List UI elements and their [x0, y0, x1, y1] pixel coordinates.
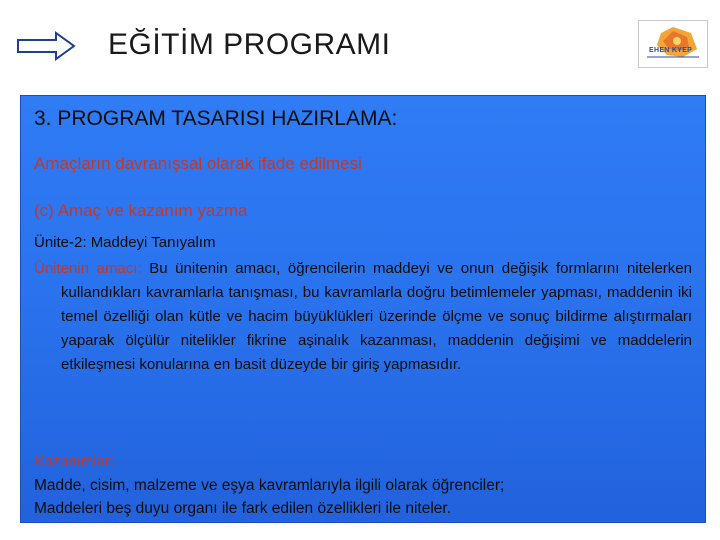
gain-item: Madde, cisim, malzeme ve eşya kavramlarıyla ilgili olarak öğrenciler; — [34, 477, 505, 494]
logo — [638, 20, 708, 68]
unit-purpose-paragraph — [34, 257, 692, 377]
unit-title: Ünite-2: Maddeyi Tanıyalım — [34, 234, 216, 251]
section-title: 3. PROGRAM TASARISI HAZIRLAMA: — [34, 107, 398, 130]
logo-text: EHEN KYEP — [649, 47, 693, 54]
gains-list — [34, 474, 706, 520]
content-panel — [20, 95, 706, 523]
subtitle-goal-writing: (c) Amaç ve kazanım yazma — [34, 201, 248, 220]
logo-mark-icon — [639, 21, 707, 67]
subtitle-objectives: Amaçların davranışsal olarak ifade edilmesi — [34, 154, 362, 173]
purpose-label: Ünitenin amacı: — [34, 260, 142, 277]
gains-title: Kazanımlar: — [34, 453, 115, 470]
right-arrow-icon — [16, 30, 78, 62]
header — [0, 0, 720, 95]
purpose-text: Bu ünitenin amacı, öğrencilerin maddeyi ve onun değişik formlarını nitelerken kullandıkları kavramlarla tanışması, bu kavramlarla doğru betimlemeler yapması, maddenin iki temel özelliği olan kütle ve hacim büyüklükleri üzerinde ölçme ve sonuç bildirme alıştırmaları yaparak ölçülür nitelikler fikrine aşinalık kazanması, maddenin değişimi ve maddelerin etkileşmesi konularına en basit düzeyde bir giriş yapmasıdır. — [61, 260, 692, 373]
page-title: EĞİTİM PROGRAMI — [108, 28, 391, 61]
gain-item: Maddeleri beş duyu organı ile fark edilen özellikleri ile niteler. — [34, 500, 452, 517]
